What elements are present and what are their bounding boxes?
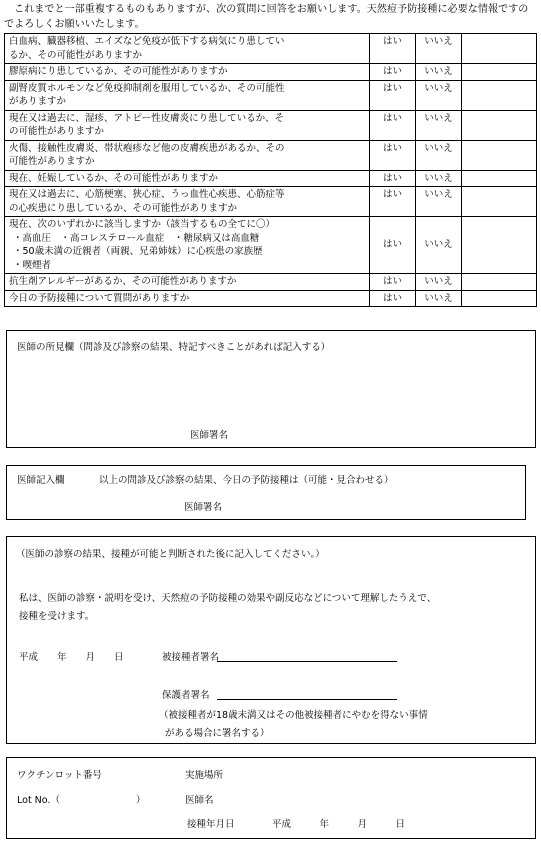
question-line: 現在、次のいずれかに該当しますか（該当するもの全てに〇） [9, 219, 276, 230]
question-line: 副腎皮質ホルモンなど免疫抑制剤を服用しているか、その可能性 [9, 82, 285, 94]
notes-cell[interactable] [462, 187, 537, 217]
answer-yes[interactable]: はい [370, 187, 416, 217]
answer-yes[interactable]: はい [370, 64, 416, 81]
consent-line-1: 私は、医師の診察・説明を受け、天然痘の予防接種の効果や副反応などについて理解したうえで、 [19, 593, 437, 604]
question-row [5, 34, 537, 64]
question-line: ・50歳未満の近親者（両親、兄弟姉妹）に心疾患の家族歴 [13, 246, 263, 257]
question-line: 現在又は過去に、心筋梗塞、狭心症、うっ血性心疾患、心筋症等 [9, 189, 285, 200]
question-row [5, 217, 537, 274]
answer-no[interactable]: いいえ [416, 80, 462, 110]
doctor-entry-text: 以上の問診及び診察の結果、今日の予防接種は（可能・見合わせる） [99, 475, 394, 486]
question-row [5, 80, 537, 110]
question-text [5, 290, 370, 307]
question-line: 現在、妊娠しているか、その可能性がありますか [9, 172, 219, 184]
notes-cell[interactable] [462, 274, 537, 291]
answer-yes[interactable]: はい [370, 170, 416, 187]
doctor-name-label: 医師名 [185, 795, 214, 806]
question-text [5, 110, 370, 140]
intro-text: これまでと一部重複するものもありますが、次の質問に回答をお願いします。天然痘予防接種に必要な情報ですのでよろしくお願いいたします。 [4, 4, 529, 30]
answer-yes[interactable]: はい [370, 34, 416, 64]
answer-yes[interactable]: はい [370, 110, 416, 140]
answer-no[interactable]: いいえ [416, 187, 462, 217]
vaccine-info-box [6, 757, 536, 839]
question-text [5, 170, 370, 187]
question-text [5, 80, 370, 110]
answer-no[interactable]: いいえ [416, 290, 462, 307]
doctor-findings-signature-label: 医師署名 [190, 430, 229, 441]
question-text [5, 274, 370, 291]
answer-yes[interactable]: はい [370, 80, 416, 110]
notes-cell[interactable] [462, 170, 537, 187]
consent-box [6, 536, 536, 744]
doctor-entry-signature-label: 医師署名 [184, 502, 223, 513]
guardian-note-line-1: （被接種者が18歳未満又はその他被接種者にやむを得ない事情 [159, 710, 428, 721]
question-line: ・喫煙者 [13, 259, 52, 271]
question-line: 可能性がありますか [9, 156, 95, 167]
question-line: がありますか [9, 96, 67, 107]
consent-line-2: 接種を受けます。 [19, 611, 95, 622]
notes-cell[interactable] [462, 64, 537, 81]
doctor-findings-title: 医師の所見欄（問診及び診察の結果、特記すべきことがあれば記入する） [17, 342, 331, 353]
questionnaire-table [4, 33, 537, 307]
answer-no[interactable]: いいえ [416, 140, 462, 170]
question-line: の可能性がありますか [9, 126, 105, 137]
notes-cell[interactable] [462, 34, 537, 64]
question-line: るか、その可能性がありますか [9, 49, 143, 61]
vaccinee-signature-line[interactable] [217, 649, 397, 662]
answer-yes[interactable]: はい [370, 274, 416, 291]
doctor-entry-box [6, 465, 526, 520]
lot-number-value: Lot No.（ ） [17, 795, 146, 806]
notes-cell[interactable] [462, 140, 537, 170]
question-row [5, 274, 537, 291]
guardian-signature-label: 保護者署名 [162, 690, 210, 701]
question-row [5, 64, 537, 81]
question-row [5, 110, 537, 140]
question-line: 膠原病にり患しているか、その可能性がありますか [9, 66, 228, 77]
notes-cell[interactable] [462, 110, 537, 140]
answer-no[interactable]: いいえ [416, 64, 462, 81]
consent-note: （医師の診察の結果、接種が可能と判断された後に記入してください。） [16, 549, 325, 560]
question-line: の心疾患にり患しているか、その可能性がありますか [9, 202, 238, 214]
answer-yes[interactable]: はい [370, 217, 416, 274]
question-line: 今日の予防接種について質問がありますか [9, 292, 190, 304]
answer-no[interactable]: いいえ [416, 34, 462, 64]
question-line: 火傷、接触性皮膚炎、帯状疱疹など他の皮膚疾患があるか、その [9, 142, 285, 154]
question-text [5, 140, 370, 170]
answer-yes[interactable]: はい [370, 290, 416, 307]
answer-yes[interactable]: はい [370, 140, 416, 170]
guardian-note-line-2: がある場合に署名する） [165, 728, 270, 739]
question-text [5, 64, 370, 81]
question-row [5, 140, 537, 170]
question-line: ・高血圧 ・高コレステロール血症 ・糖尿病又は高血糖 [13, 232, 260, 244]
question-line: 白血病、臓器移植、エイズなど免疫が低下する病気にり患してい [9, 36, 285, 47]
question-text [5, 217, 370, 274]
lot-number-label: ワクチンロット番号 [17, 770, 102, 781]
question-text [5, 34, 370, 64]
notes-cell[interactable] [462, 80, 537, 110]
answer-no[interactable]: いいえ [416, 110, 462, 140]
doctor-entry-title: 医師記入欄 [17, 475, 65, 486]
vaccination-date-label: 接種年月日 [187, 819, 235, 830]
answer-no[interactable]: いいえ [416, 274, 462, 291]
question-line: 現在又は過去に、湿疹、アトピー性皮膚炎にり患しているか、そ [9, 112, 285, 124]
question-row [5, 290, 537, 307]
vaccination-date-value: 平成 年 月 日 [272, 819, 406, 830]
question-row [5, 170, 537, 187]
notes-cell[interactable] [462, 290, 537, 307]
question-line: 抗生剤アレルギーがあるか、その可能性がありますか [9, 276, 237, 287]
answer-no[interactable]: いいえ [416, 170, 462, 187]
question-text [5, 187, 370, 217]
vaccinee-signature-label: 被接種者署名 [162, 652, 220, 663]
doctor-findings-box [6, 330, 536, 448]
answer-no[interactable]: いいえ [416, 217, 462, 274]
guardian-signature-line[interactable] [217, 687, 397, 700]
notes-cell[interactable] [462, 217, 537, 274]
place-label: 実施場所 [185, 770, 224, 781]
consent-date: 平成 年 月 日 [19, 652, 124, 663]
question-row [5, 187, 537, 217]
